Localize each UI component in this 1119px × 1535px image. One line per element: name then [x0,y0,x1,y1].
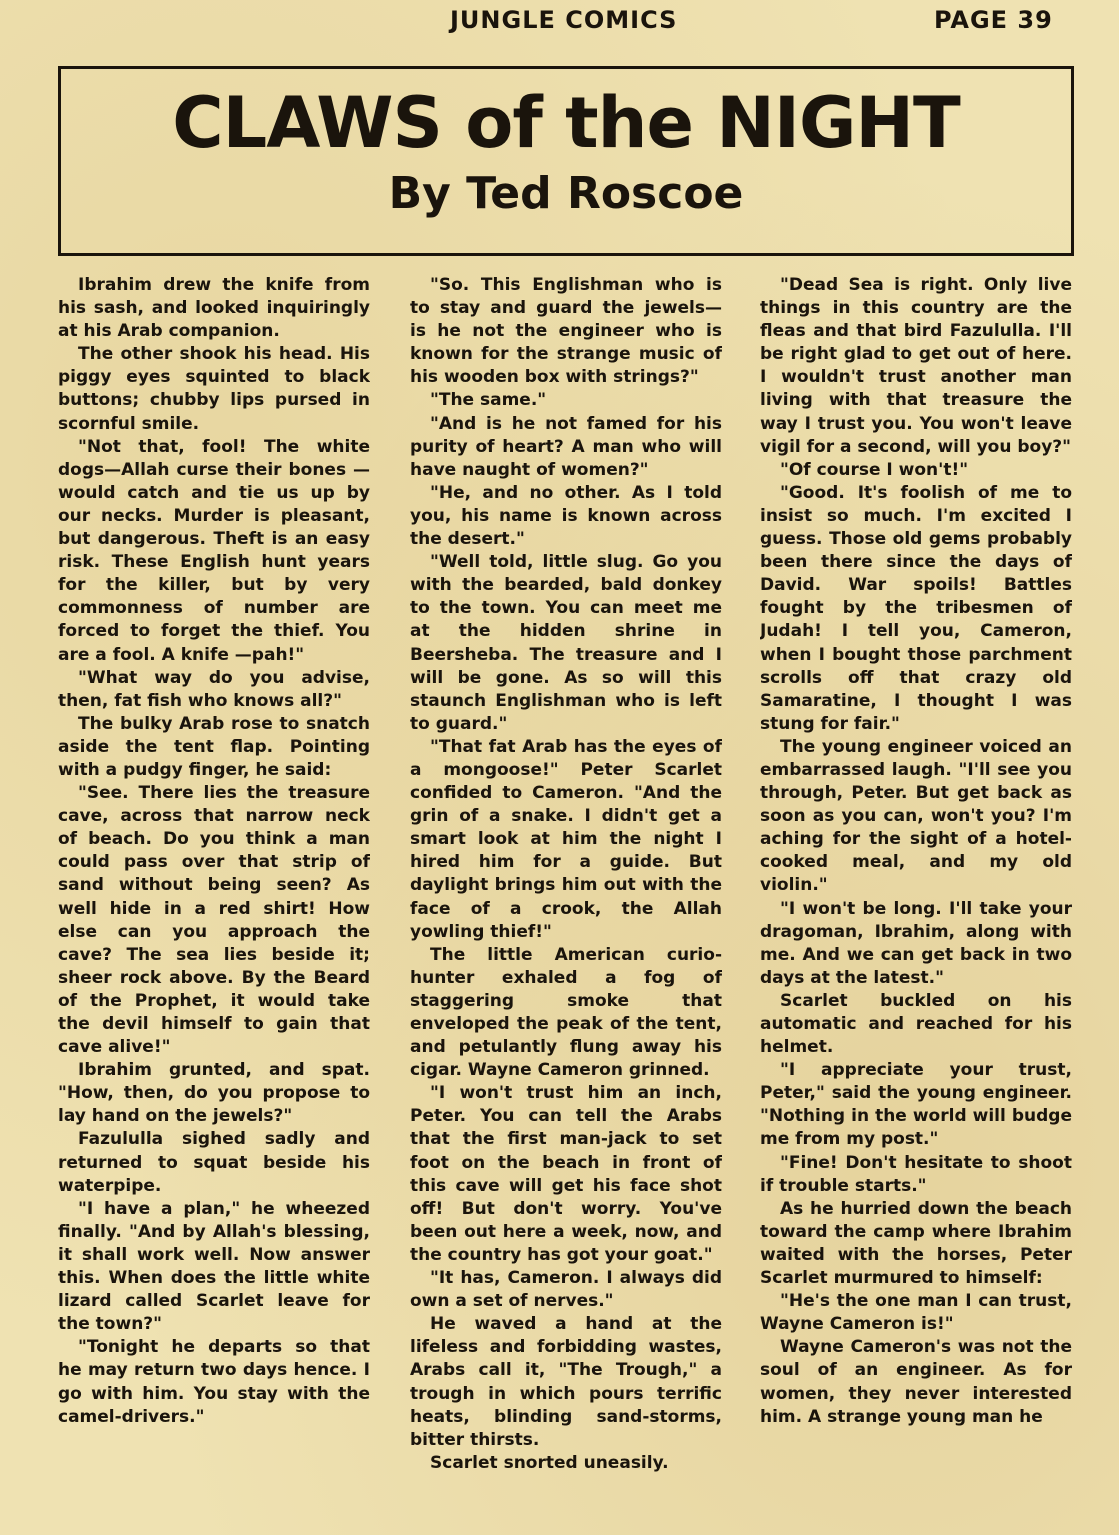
story-byline: By Ted Roscoe [388,168,744,219]
paragraph: "Not that, fool! The white dogs—Allah curse their bones —would catch and tie us up by our necks. Murder is pleasant, but dangerous. Theft is an easy risk. These English hunt years for the killer, but by very commonness of number are forced to forget the thief. You are a fool. A knife —pah!" [58,436,370,665]
paragraph: "I won't trust him an inch, Peter. You can tell the Arabs that the first man-jack to set foot on the beach in front of this cave will get his face shot off! But don't worry. You've been out here a week, now, and the country has got your goat." [410,1083,722,1265]
paragraph: The bulky Arab rose to snatch aside the tent flap. Pointing with a pudgy finger, he said: [58,713,370,780]
paragraph: "What way do you advise, then, fat fish who knows all?" [58,667,370,711]
paragraph: "Dead Sea is right. Only live things in this country are the fleas and that bird Fazululla. I'll be right glad to get out of here. I wouldn't trust another man living with that treasure the way I trust you. You won't leave vigil for a second, will you boy?" [760,275,1072,457]
page-header [0,4,1119,38]
paragraph: The little American curio-hunter exhaled a fog of staggering smoke that enveloped the peak of the tent, and petulantly flung away his cigar. Wayne Cameron grinned. [410,944,722,1081]
story-title-box [58,66,1074,256]
page-number: PAGE 39 [934,6,1053,34]
paragraph: "See. There lies the treasure cave, across that narrow neck of beach. Do you think a man could pass over that strip of sand without being seen? As well hide in a red shirt! How else can you approach the cave? The sea lies beside it; sheer rock above. By the Beard of the Prophet, it would take the devil himself to gain that cave alive!" [58,783,370,1058]
paragraph: "Fine! Don't hesitate to shoot if trouble starts." [760,1152,1072,1196]
paragraph: "I appreciate your trust, Peter," said the young engineer. "Nothing in the world will budge me from my post." [760,1060,1072,1150]
paragraph: "The same." [430,390,547,411]
paragraph: Fazululla sighed sadly and returned to squat beside his waterpipe. [58,1129,370,1196]
text-column-1 [58,274,370,1489]
magazine-title: JUNGLE COMICS [450,6,678,34]
paragraph: Ibrahim drew the knife from his sash, and looked inquiringly at his Arab companion. [58,275,370,342]
paragraph: Scarlet buckled on his automatic and reached for his helmet. [760,990,1072,1058]
paragraph: "It has, Cameron. I always did own a set of nerves." [410,1268,722,1312]
paragraph: "Of course I won't!" [780,459,969,480]
paragraph: "That fat Arab has the eyes of a mongoose!" Peter Scarlet confided to Cameron. "And the grin of a snake. I didn't get a smart look at him the night I hired him for a guide. But daylight brings him out with the face of a crook, the Allah yowling thief!" [410,736,722,942]
paragraph: "Good. It's foolish of me to insist so much. I'm excited I guess. Those old gems probably been there since the days of David. War spoils! Battles fought by the tribesmen of Judah! I tell you, Cameron, when I bought those parchment scrolls off that crazy old Samaratine, I thought I was stung for fair." [760,482,1072,734]
text-column-2 [410,274,722,1489]
story-columns [58,274,1078,1489]
paragraph: "He, and no other. As I told you, his name is known across the desert." [410,482,722,550]
paragraph: "Well told, little slug. Go you with the bearded, bald donkey to the town. You can meet me at the hidden shrine in Beersheba. The treasure and I will be gone. As so will this staunch Englishman who is left to guard." [410,552,722,734]
story-title: CLAWS of the NIGHT [172,82,960,164]
paragraph: "He's the one man I can trust, Wayne Cameron is!" [760,1291,1072,1335]
paragraph: The young engineer voiced an embarrassed laugh. "I'll see you through, Peter. But get back as soon as you can, won't you? I'm aching for the sight of a hotel-cooked meal, and my old violin." [760,736,1072,896]
paragraph: "Tonight he departs so that he may return two days hence. I go with him. You stay with the camel-drivers." [58,1337,370,1427]
paragraph: "So. This Englishman who is to stay and guard the jewels— is he not the engineer who is known for the strange music of his wooden box with strings?" [410,275,722,388]
paragraph: Ibrahim grunted, and spat. "How, then, do you propose to lay hand on the jewels?" [58,1060,370,1127]
paragraph: The other shook his head. His piggy eyes squinted to black buttons; chubby lips pursed in scornful smile. [58,344,370,434]
paragraph: As he hurried down the beach toward the camp where Ibrahim waited with the horses, Peter Scarlet murmured to himself: [760,1198,1072,1289]
paragraph: Scarlet snorted uneasily. [430,1452,669,1473]
paragraph: "And is he not famed for his purity of heart? A man who will have naught of women?" [410,413,722,480]
paragraph: "I have a plan," he wheezed finally. "And by Allah's blessing, it shall work well. Now answer this. When does the little white lizard called Scarlet leave for the town?" [58,1198,370,1335]
paragraph: He waved a hand at the lifeless and forbidding wastes, Arabs call it, "The Trough," a trough in which pours terrific heats, blinding sand-storms, bitter thirsts. [410,1314,722,1450]
paragraph: "I won't be long. I'll take your dragoman, Ibrahim, along with me. And we can get back in two days at the latest." [760,898,1072,988]
paragraph: Wayne Cameron's was not the soul of an engineer. As for women, they never interested him. A strange young man he [760,1337,1072,1427]
text-column-3 [760,274,1072,1489]
